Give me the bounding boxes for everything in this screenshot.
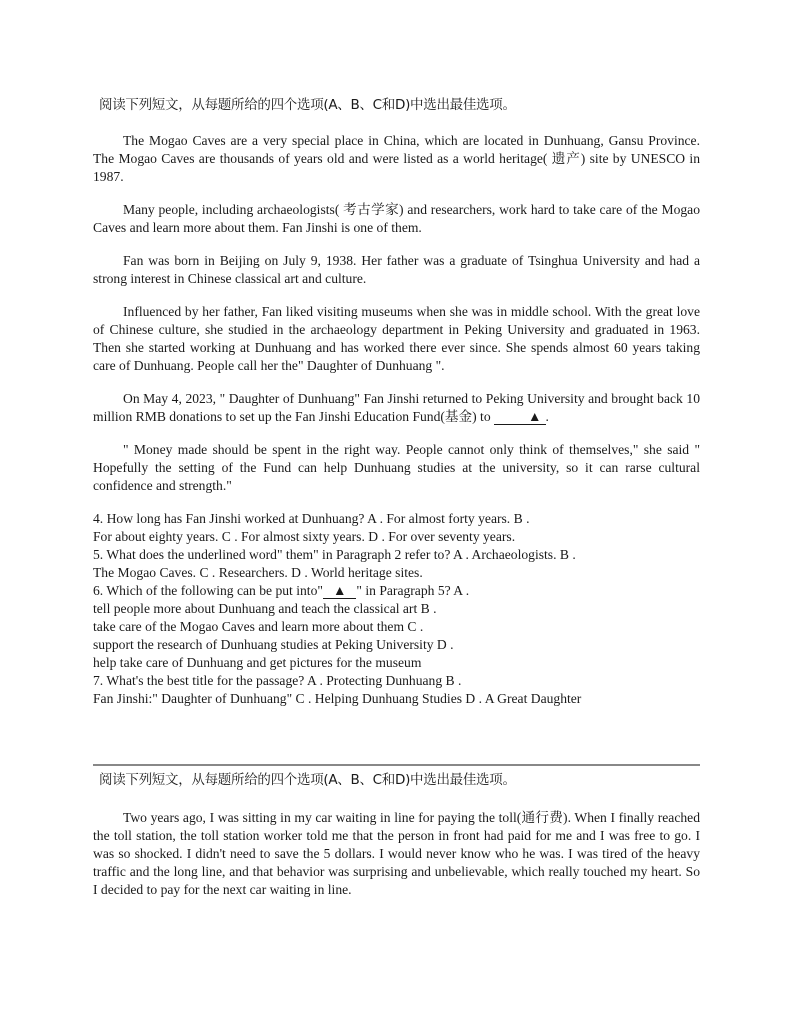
paragraph-2: Many people, including archaeologists( 考古学家) and researchers, work hard to take care of the Mogao Caves and learn more about them. Fan Jinshi is one of them. bbox=[93, 202, 700, 235]
paragraph-4: Influenced by her father, Fan liked visiting museums when she was in middle school. With the great love of Chinese culture, she studied in the archaeology department in Peking University and graduated in 1963. Then she started working at Dunhuang and has worked there ever since. She spends almost 60 years taking care of Dunhuang. People call her the" Daughter of Dunhuang ". bbox=[93, 304, 700, 373]
passage-2-instruction: 阅读下列短文，从每题所给的四个选项(A、B、C和D)中选出最佳选项。 bbox=[99, 772, 516, 788]
paragraph-6: " Money made should be spent in the right way. People cannot only think of themselves," she said " Hopefully the setting of the Fund can help Dunhuang studies at the university, so it can rarse cultural confidence and strength." bbox=[93, 442, 700, 493]
paragraph-5-end: . bbox=[545, 409, 549, 424]
paragraph-5-blank: ▲ bbox=[494, 410, 545, 425]
question-line: The Mogao Caves. C . Researchers. D . World heritage sites. bbox=[93, 565, 423, 580]
question-line: 7. What's the best title for the passage? A . Protecting Dunhuang B . bbox=[93, 673, 462, 688]
question-line: support the research of Dunhuang studies at Peking University D . bbox=[93, 637, 454, 652]
passage-2 bbox=[93, 771, 700, 899]
section-divider bbox=[93, 764, 700, 766]
question-line: help take care of Dunhuang and get pictures for the museum bbox=[93, 655, 422, 670]
question-line: tell people more about Dunhuang and teach the classical art B . bbox=[93, 601, 437, 616]
question-line: For about eighty years. C . For almost sixty years. D . For over seventy years. bbox=[93, 529, 516, 544]
paragraph-1: The Mogao Caves are a very special place in China, which are located in Dunhuang, Gansu Province. The Mogao Caves are thousands of years old and were listed as a world heritage( 遗产) site by UNESCO in 1987. bbox=[93, 133, 700, 184]
question-6-blank: ▲ bbox=[323, 584, 356, 599]
passage-1-body bbox=[93, 132, 700, 495]
question-6-prefix: 6. Which of the following can be put into" bbox=[93, 583, 323, 598]
passage-1 bbox=[93, 96, 700, 708]
question-line: take care of the Mogao Caves and learn more about them C . bbox=[93, 619, 424, 634]
question-6-line bbox=[93, 582, 700, 600]
question-line: 5. What does the underlined word" them" in Paragraph 2 refer to? A . Archaeologists. B . bbox=[93, 547, 576, 562]
passage-2-paragraph-1: Two years ago, I was sitting in my car waiting in line for paying the toll(通行费). When I finally reached the toll station, the toll station worker told me that the person in front had paid for me and I was free to go. I was so shocked. I didn't need to save the 5 dollars. I would never know who he was. I was tired of the heavy traffic and the long line, and that behavior was surprising and unbelievable, which really touched my heart. So I decided to pay for the next car waiting in line. bbox=[93, 810, 700, 897]
question-line: 4. How long has Fan Jinshi worked at Dunhuang? A . For almost forty years. B . bbox=[93, 511, 530, 526]
question-line: Fan Jinshi:" Daughter of Dunhuang" C . Helping Dunhuang Studies D . A Great Daughter bbox=[93, 691, 582, 706]
question-6-suffix: " in Paragraph 5? A . bbox=[356, 583, 470, 598]
passage-1-instruction: 阅读下列短文，从每题所给的四个选项(A、B、C和D)中选出最佳选项。 bbox=[99, 97, 516, 113]
paragraph-3: Fan was born in Beijing on July 9, 1938. Her father was a graduate of Tsinghua University and had a strong interest in Chinese classical art and culture. bbox=[93, 253, 700, 286]
paragraph-5-text: On May 4, 2023, " Daughter of Dunhuang" Fan Jinshi returned to Peking University and brought back 10 million RMB donations to set up the Fan Jinshi Education Fund(基金) to bbox=[93, 391, 700, 424]
paragraph-5 bbox=[93, 390, 700, 426]
passage-2-body bbox=[93, 809, 700, 899]
questions-block bbox=[93, 510, 700, 708]
